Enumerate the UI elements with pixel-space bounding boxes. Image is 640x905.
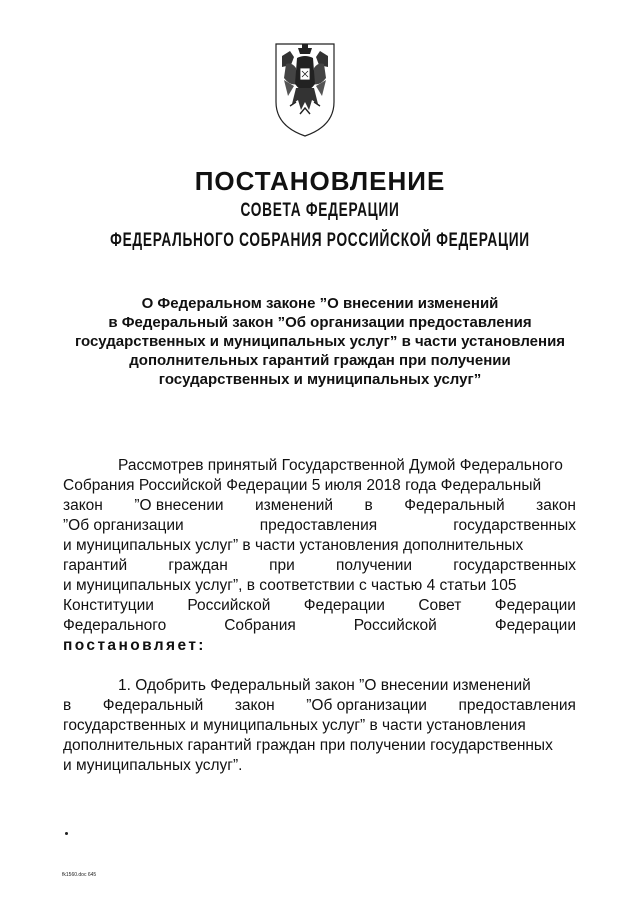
decision-paragraph [63,676,576,776]
text-word: Собрания [224,617,296,634]
heading-line: дополнительных гарантий граждан при получении [129,352,511,369]
text-word: ”О внесении [134,497,224,514]
text-word: ”Об организации [306,697,427,714]
text-word: изменений [254,497,334,514]
heading-line: государственных и муниципальных услуг” в части установления [74,333,566,350]
heading-line: государственных и муниципальных услуг” [158,371,482,388]
text-word: в [364,497,373,514]
resolution-heading [0,294,640,389]
text-word: государственных и муниципальных услуг” в части установления [63,717,526,734]
text-word: государственных [453,557,576,574]
text-line [63,676,576,696]
text-word: ”Об организации [63,517,184,534]
text-word: граждан [168,557,228,574]
text-word: Федерации [303,597,385,614]
text-line [63,616,576,636]
text-word: Российской [353,617,437,634]
text-line [63,636,576,656]
text-line [63,736,576,756]
text-line [63,576,576,596]
coat-of-arms-emblem [270,40,340,140]
text-word: Федерального [63,617,167,634]
heading-line: в Федеральный закон ”Об организации предоставления [108,314,532,331]
text-word: дополнительных гарантий граждан при получении государственных [63,737,553,754]
text-word: Рассмотрев принятый Государственной Думой Федерального [118,457,563,474]
text-word: закон [536,497,576,514]
text-word: государственных [453,517,576,534]
issuer-line-1: СОВЕТА ФЕДЕРАЦИИ [240,200,400,221]
text-word: предоставления [259,517,378,534]
text-line [63,516,576,536]
text-word: и муниципальных услуг” в части установления дополнительных [63,537,524,554]
decree-word: постановляет: [63,637,206,654]
text-line [63,556,576,576]
document-title: ПОСТАНОВЛЕНИЕ [194,166,446,196]
text-line [63,716,576,736]
text-word: при [269,557,295,574]
stray-mark [65,832,68,835]
text-line [63,476,576,496]
text-word: закон [234,697,275,714]
text-word: Собрания Российской Федерации 5 июля 2018 года Федеральный [63,477,542,494]
text-word: Федерации [494,617,576,634]
text-word: Федеральный [404,497,505,514]
text-line [63,756,576,776]
text-word: Федеральный [102,697,204,714]
text-word: и муниципальных услуг”, в соответствии с частью 4 статьи 105 [63,577,517,594]
text-line [63,456,576,476]
text-line [63,696,576,716]
text-line [63,536,576,556]
issuer-line-2: ФЕДЕРАЛЬНОГО СОБРАНИЯ РОССИЙСКОЙ ФЕДЕРАЦИИ [110,230,530,251]
preamble-paragraph [63,456,576,656]
text-line [63,596,576,616]
text-word: и муниципальных услуг”. [63,757,243,774]
text-word: Совет [418,597,462,614]
text-line [63,496,576,516]
text-word: 1. Одобрить Федеральный закон ”О внесении изменений [118,677,531,694]
text-word: закон [63,497,103,514]
text-word: Конституции [63,597,154,614]
text-word: в [63,697,72,714]
text-word: предоставления [458,697,576,714]
heading-line: О Федеральном законе ”О внесении изменений [141,295,499,312]
text-word: гарантий [63,557,128,574]
file-code-footer: fk1560.doc 645 [62,872,97,878]
text-word: получении [335,557,413,574]
text-word: Федерации [494,597,576,614]
text-word: Российской [187,597,271,614]
